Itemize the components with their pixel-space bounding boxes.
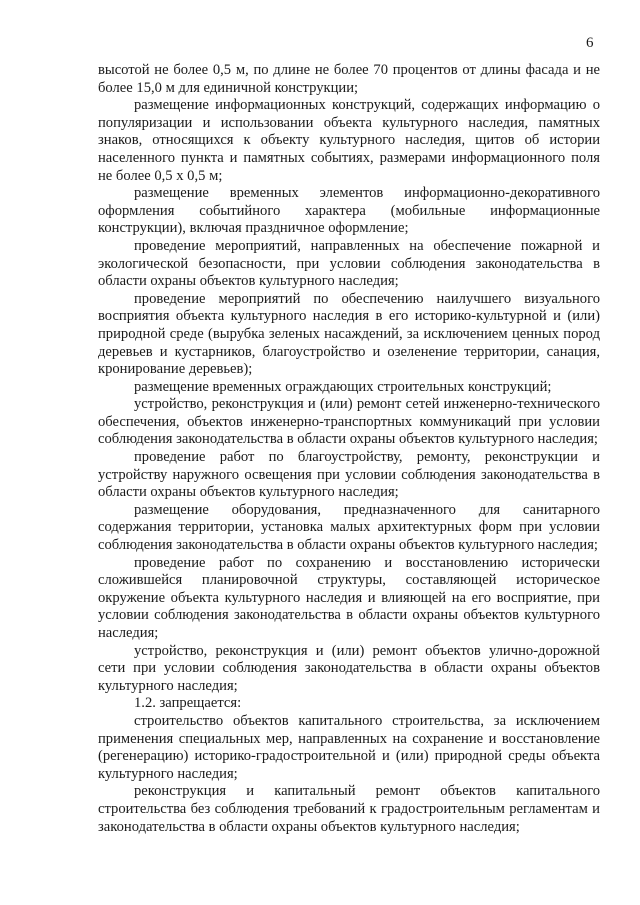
paragraph-visual-perception: проведение мероприятий по обеспечению наилучшего визуального восприятия объекта культурного наследия в его историко-культурной и (или) природной среде (вырубка зеленых насаждений, за исключением ценных пород деревьев и кустарников, благоустройство и озеленение территории, санация, кронирование деревьев); (98, 290, 600, 378)
paragraph-sanitary-equipment: размещение оборудования, предназначенного для санитарного содержания территории, установка малых архитектурных форм при условии соблюдения законодательства в области охраны объектов культурного наследия; (98, 501, 600, 554)
paragraph-temporary-fences: размещение временных ограждающих строительных конструкций; (134, 378, 552, 395)
section-heading-prohibited: 1.2. запрещается: (134, 695, 242, 712)
paragraph-engineering-networks: устройство, реконструкция и (или) ремонт сетей инженерно-технического обеспечения, объектов инженерно-транспортных коммуникаций при условии соблюдения законодательства в области охраны объектов культурного наследия; (98, 396, 600, 448)
paragraph-planning-structure: проведение работ по сохранению и восстановлению исторически сложившейся планировочной структуры, составляющей историческое окружение объекта культурного наследия и влияющей на его восприятие, при условии соблюдения законодательства в области охраны объектов культурного наследия; (98, 554, 600, 641)
paragraph-landscaping-lighting: проведение работ по благоустройству, ремонту, реконструкции и устройству наружного освещения при условии соблюдения законодательства в области охраны объектов культурного наследия; (98, 449, 600, 501)
page-number: 6 (586, 35, 594, 51)
paragraph-reconstruction-prohibited: реконструкция и капитальный ремонт объектов капитального строительства без соблюдения требований к градостроительным регламентам и законодательства в области охраны объектов культурного наследия; (98, 783, 600, 835)
paragraph-fire-safety: проведение мероприятий, направленных на обеспечение пожарной и экологической безопасности, при условии соблюдения законодательства в области охраны объектов культурного наследия; (98, 237, 600, 290)
document-body (98, 62, 600, 836)
paragraph-temporary-decor: размещение временных элементов информационно-декоративного оформления событийного характера (мобильные информационные конструкции), включая праздничное оформление; (98, 185, 600, 237)
paragraph-construction-prohibited: строительство объектов капитального строительства, за исключением применения специальных мер, направленных на сохранение и восстановление (регенерацию) историко-градостроительной и (или) природной среды объекта культурного наследия; (98, 712, 600, 782)
paragraph-continuation: высотой не более 0,5 м, по длине не более 70 процентов от длины фасада и не более 15,0 м для единичной конструкции; (98, 62, 600, 96)
paragraph-info-constructions: размещение информационных конструкций, содержащих информацию о популяризации и использовании объекта культурного наследия, памятных знаков, относящихся к объекту культурного наследия, щитов об истории населенного пункта и памятных событиях, размерами информационного поля не более 0,5 х 0,5 м; (98, 97, 600, 184)
paragraph-road-network: устройство, реконструкция и (или) ремонт объектов улично-дорожной сети при условии соблюдения законодательства в области охраны объектов культурного наследия; (98, 642, 600, 694)
